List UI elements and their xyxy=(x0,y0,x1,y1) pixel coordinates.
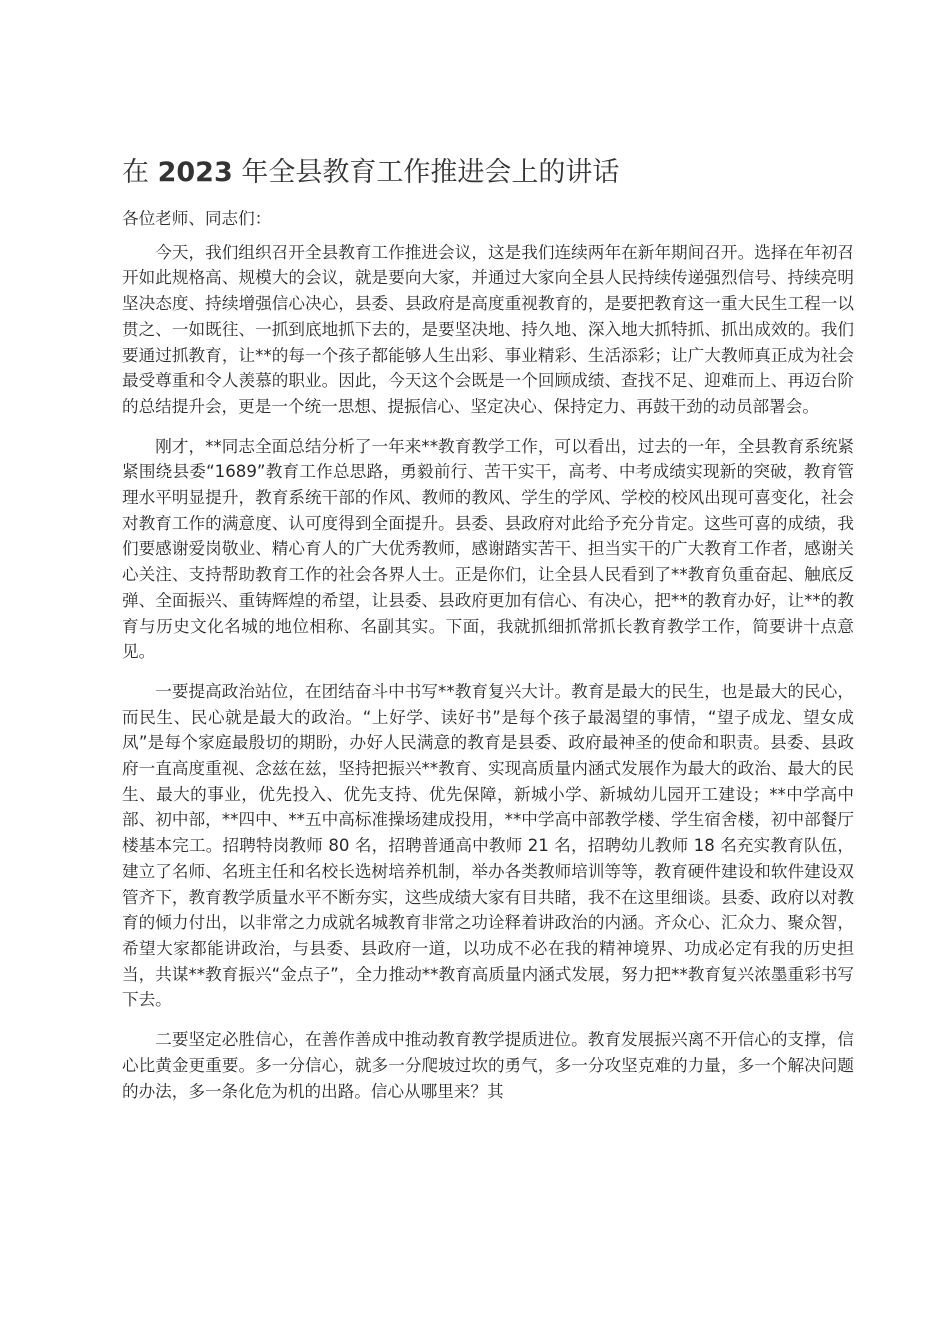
paragraph-1: 今天，我们组织召开全县教育工作推进会议，这是我们连续两年在新年期间召开。选择在年初召开如此规格高、规模大的会议，就是要向大家，并通过大家向全县人民持续传递强烈信号、持续亮明坚决态度、持续增强信心决心，县委、县政府是高度重视教育的，是要把教育这一重大民生工程一以贯之、一如既往、一抓到底地抓下去的，是要坚决地、持久地、深入地大抓特抓、抓出成效的。我们要通过抓教育，让**的每一个孩子都能够人生出彩、事业精彩、生活添彩；让广大教师真正成为社会最受尊重和令人羡慕的职业。因此，今天这个会既是一个回顾成绩、查找不足、迎难而上、再迈台阶的总结提升会，更是一个统一思想、提振信心、坚定决心、保持定力、再鼓干劲的动员部署会。 xyxy=(122,242,854,416)
paragraph-3: 一要提高政治站位，在团结奋斗中书写**教育复兴大计。教育是最大的民生，也是最大的民心，而民生、民心就是最大的政治。“上好学、读好书”是每个孩子最渴望的事情，“望子成龙、望女成凤”是每个家庭最殷切的期盼，办好人民满意的教育是县委、政府最神圣的使命和职责。县委、县政府一直高度重视、念兹在兹，坚持把振兴**教育、实现高质量内涵式发展作为最大的政治、最大的民生、最大的事业，优先投入、优先支持、优先保障，新城小学、新城幼儿园开工建设；**中学高中部、初中部，**四中、**五中高标准操场建成投用，**中学高中部教学楼、学生宿舍楼，初中部餐厅楼基本完工。招聘特岗教师 80 名，招聘普通高中教师 21 名，招聘幼儿教师 18 名充实教育队伍，建立了名师、名班主任和名校长选树培养机制，举办各类教师培训等等，教育硬件建设和软件建设双管齐下，教育教学质量水平不断夯实，这些成绩大家有目共睹，我不在这里细谈。县委、政府以对教育的倾力付出，以非常之力成就名城教育非常之功诠释着讲政治的内涵。齐众心、汇众力、聚众智，希望大家都能讲政治，与县委、县政府一道，以功成不必在我的精神境界、功成必定有我的历史担当，共谋**教育振兴“金点子”，全力推动**教育高质量内涵式发展，努力把**教育复兴浓墨重彩书写下去。 xyxy=(122,681,854,1010)
paragraph-4: 二要坚定必胜信心，在善作善成中推动教育教学提质进位。教育发展振兴离不开信心的支撑，信心比黄金更重要。多一分信心，就多一分爬坡过坎的勇气，多一分攻坚克难的力量，多一个解决问题的办法，多一条化危为机的出路。信心从哪里来？其 xyxy=(122,1030,854,1101)
document-title xyxy=(122,152,854,194)
document-page xyxy=(122,152,854,1104)
title-suffix: 年全县教育工作推进会上的讲话 xyxy=(232,157,620,188)
paragraph-2: 刚才，**同志全面总结分析了一年来**教育教学工作，可以看出，过去的一年，全县教育系统紧紧围绕县委“1689”教育工作总思路，勇毅前行、苦干实干，高考、中考成绩实现新的突破，教育管理水平明显提升，教育系统干部的作风、教师的教风、学生的学风、学校的校风出现可喜变化，社会对教育工作的满意度、认可度得到全面提升。县委、县政府对此给予充分肯定。这些可喜的成绩，我们要感谢爱岗敬业、精心育人的广大优秀教师，感谢踏实苦干、担当实干的广大教育工作者，感谢关心关注、支持帮助教育工作的社会各界人士。正是你们，让全县人民看到了**教育负重奋起、触底反弹、全面振兴、重铸辉煌的希望，让县委、县政府更加有信心、有决心，把**的教育办好，让**的教育与历史文化名城的地位相称、名副其实。下面，我就抓细抓常抓长教育教学工作，简要讲十点意见。 xyxy=(122,436,854,662)
title-prefix: 在 xyxy=(122,157,158,188)
greeting: 各位老师、同志们： xyxy=(122,209,272,228)
title-year: 2023 xyxy=(157,157,233,188)
